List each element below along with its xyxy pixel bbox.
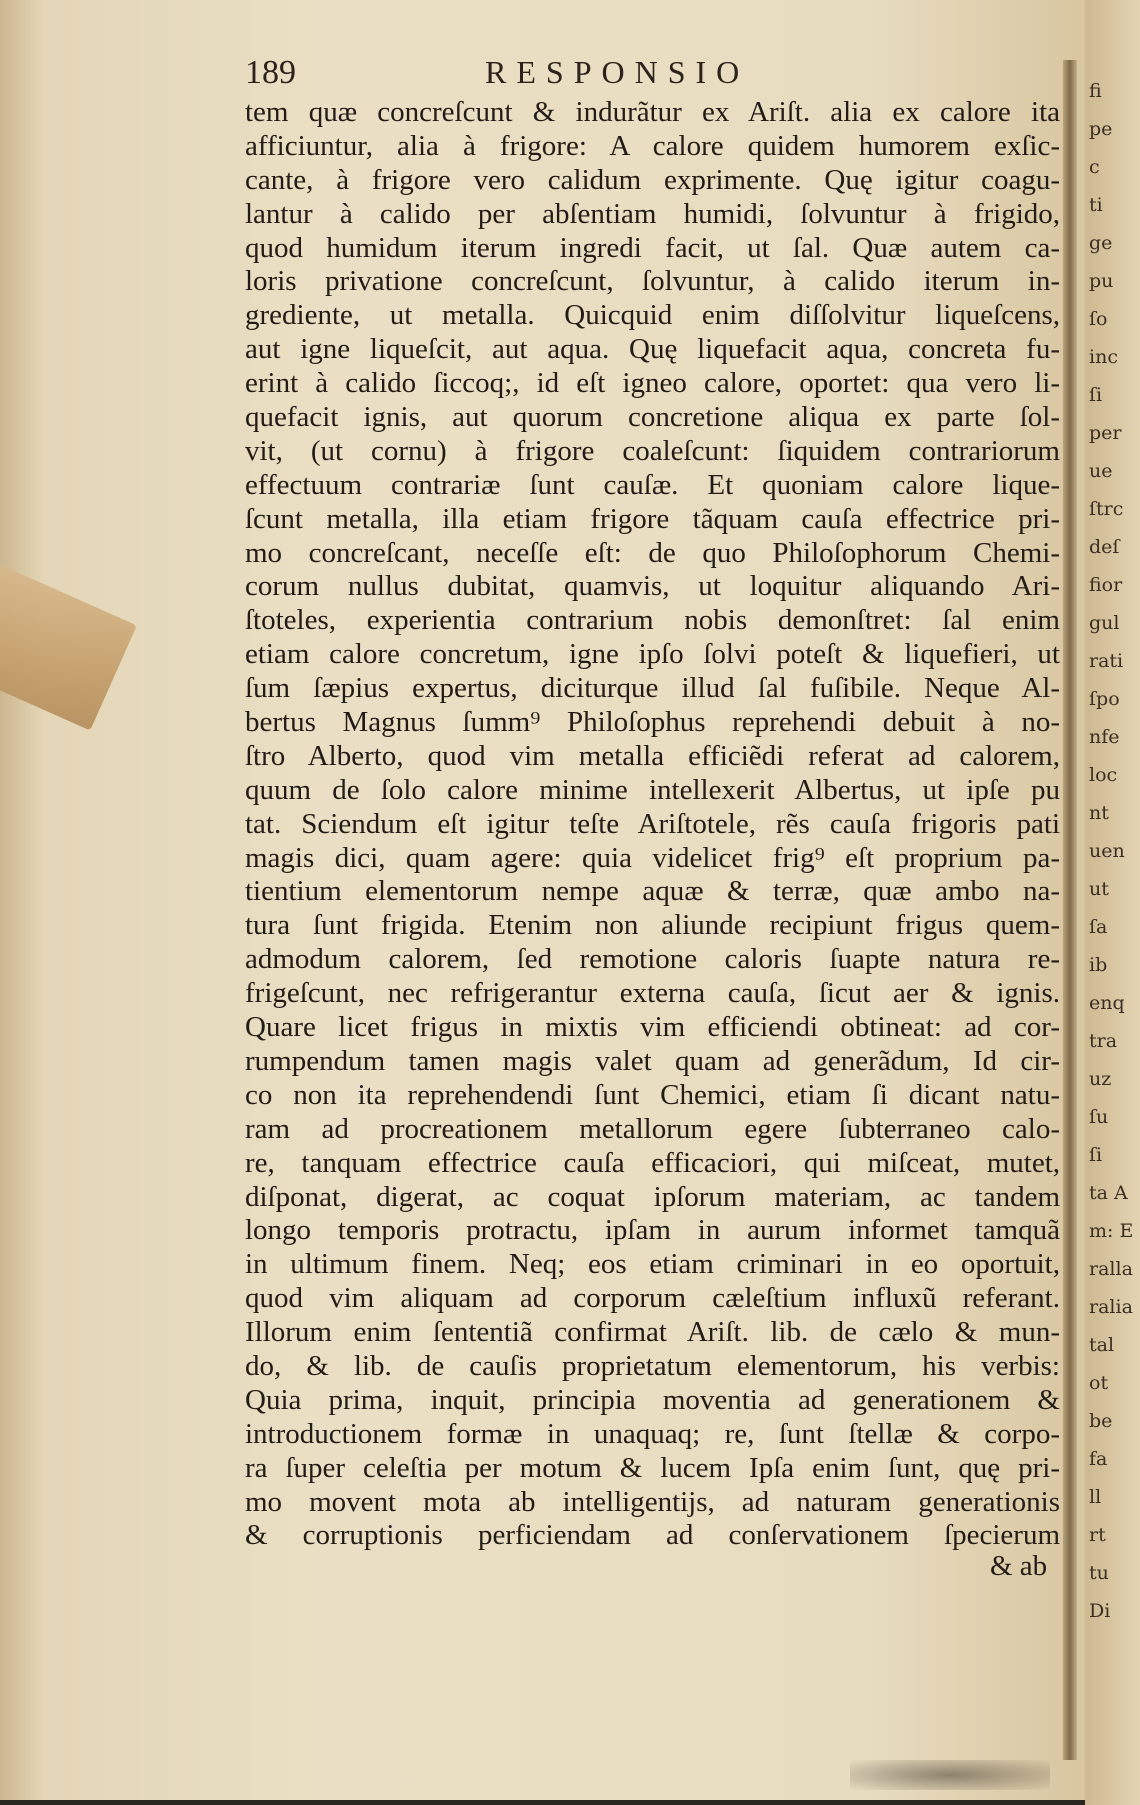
- facing-page-fragment: ti: [1089, 194, 1103, 216]
- text-line: quum de ſolo calore minime intellexerit Albertus, ut ipſe pu: [245, 773, 1060, 806]
- facing-page-fragment: gul: [1089, 612, 1120, 634]
- facing-page-fragment: nfe: [1089, 726, 1120, 748]
- text-line: effectuum contrariæ ſunt cauſæ. Et quoniam calore lique-: [245, 468, 1060, 501]
- facing-page-fragment: ſa: [1089, 916, 1108, 938]
- text-line: tem quæ concreſcunt & indurãtur ex Ariſt. alia ex calore ita: [245, 96, 1060, 128]
- catchword: & ab: [990, 1550, 1048, 1582]
- text-line: Quare licet frigus in mixtis vim efficiendi obtineat: ad cor-: [245, 1011, 1060, 1044]
- facing-page-fragment: pe: [1089, 118, 1113, 140]
- facing-page-fragment: ge: [1089, 232, 1113, 254]
- text-line: frigeſcunt, nec refrigerantur externa cauſa, ſicut aer & ignis.: [245, 977, 1060, 1010]
- text-line: admodum calorem, ſed remotione caloris ſuapte natura re-: [245, 943, 1060, 976]
- text-line: quod vim aliquam ad corporum cæleſtium influxũ referant.: [245, 1282, 1060, 1315]
- facing-page-fragment: ſu: [1089, 1106, 1109, 1128]
- text-line: ſtro Alberto, quod vim metalla efficiẽdi referat ad calorem,: [245, 739, 1060, 772]
- text-line: tat. Sciendum eſt igitur teſte Ariſtotele, rẽs cauſa frigoris pati: [245, 807, 1060, 840]
- facing-page-fragment: m: E: [1089, 1220, 1134, 1242]
- paper-bookmark-tab: [0, 564, 137, 730]
- text-line: ſtoteles, experientia contrarium nobis demonſtret: ſal enim: [245, 604, 1060, 637]
- text-line: longo temporis protractu, ipſam in aurum informet tamquã: [245, 1214, 1060, 1247]
- text-line: magis dici, quam agere: quia videlicet frig⁹ eſt proprium pa-: [245, 841, 1060, 874]
- page-stain: [850, 1760, 1050, 1790]
- text-line: grediente, ut metalla. Quicquid enim diſſolvitur liqueſcens,: [245, 299, 1060, 332]
- text-line: vit, (ut cornu) à frigore coaleſcunt: ſiquidem contrariorum: [245, 434, 1060, 467]
- facing-page-fragment: ſtrc: [1089, 498, 1124, 520]
- text-line: ra ſuper celeſtia per motum & lucem Ipſa enim ſunt, quę pri-: [245, 1451, 1060, 1484]
- text-line: quod humidum iterum ingredi facit, ut ſal. Quæ autem ca-: [245, 231, 1060, 264]
- text-line: etiam calore concretum, igne ipſo ſolvi poteſt & liquefieri, ut: [245, 638, 1060, 671]
- text-line: aut igne liqueſcit, aut aqua. Quę liquefacit aqua, concreta fu-: [245, 333, 1060, 366]
- book-gutter: [1063, 60, 1077, 1760]
- facing-page-fragment: tu: [1089, 1562, 1109, 1584]
- facing-page-fragment: ib: [1089, 954, 1108, 976]
- facing-page-fragment: ſi: [1089, 1144, 1103, 1166]
- facing-page-fragment: ſi: [1089, 384, 1103, 406]
- text-line: introductionem formæ in unaquaq; re, ſunt ſtellæ & corpo-: [245, 1417, 1060, 1450]
- text-line: mo movent mota ab intelligentijs, ad naturam generationis: [245, 1485, 1060, 1518]
- text-line: afficiuntur, alia à frigore: A calore quidem humorem exſic-: [245, 129, 1060, 162]
- facing-page-fragment: be: [1089, 1410, 1113, 1432]
- facing-page-fragment: deſ: [1089, 536, 1120, 558]
- facing-page-fragment: c: [1089, 156, 1100, 178]
- text-line: mo concreſcant, neceſſe eſt: de quo Philoſophorum Chemi-: [245, 536, 1060, 569]
- text-line: cante, à frigore vero calidum exprimente. Quę igitur coagu-: [245, 163, 1060, 196]
- text-line: Quia prima, inquit, principia moventia ad generationem &: [245, 1383, 1060, 1416]
- text-line: erint à calido ſiccoq;, id eſt igneo calore, oportet: qua vero li-: [245, 367, 1060, 400]
- text-line: lantur à calido per abſentiam humidi, ſolvuntur à frigido,: [245, 197, 1060, 230]
- facing-page-fragment: tra: [1089, 1030, 1118, 1052]
- facing-page-fragment: ralia: [1089, 1296, 1133, 1318]
- text-line: ſcunt metalla, illa etiam frigore tãquam cauſa effectrice pri-: [245, 502, 1060, 535]
- facing-page-fragment: ralla: [1089, 1258, 1133, 1280]
- text-line: tura ſunt frigida. Etenim non aliunde recipiunt frigus quem-: [245, 909, 1060, 942]
- facing-page-edge: [1085, 0, 1140, 1805]
- text-line: loris privatione concreſcunt, ſolvuntur, à calido iterum in-: [245, 265, 1060, 298]
- facing-page-fragment: inc: [1089, 346, 1118, 368]
- facing-page-fragment: Di: [1089, 1600, 1111, 1622]
- facing-page-fragment: rati: [1089, 650, 1124, 672]
- facing-page-fragment: fa: [1089, 1448, 1108, 1470]
- facing-page-fragment: uz: [1089, 1068, 1112, 1090]
- facing-page-fragment: per: [1089, 422, 1122, 444]
- facing-page-fragment: enq: [1089, 992, 1125, 1014]
- page-header: [245, 50, 1045, 100]
- text-line: do, & lib. de cauſis proprietatum elementorum, his verbis:: [245, 1349, 1060, 1382]
- text-line: bertus Magnus ſumm⁹ Philoſophus reprehendi debuit à no-: [245, 706, 1060, 739]
- facing-page-fragment: pu: [1089, 270, 1114, 292]
- text-line: co non ita reprehendendi ſunt Chemici, etiam ſi dicant natu-: [245, 1078, 1060, 1111]
- facing-page-fragment: ue: [1089, 460, 1113, 482]
- facing-page-fragment: tal: [1089, 1334, 1115, 1356]
- text-line: re, tanquam effectrice cauſa efficaciori, qui miſceat, mutet,: [245, 1146, 1060, 1179]
- facing-page-fragment: ll: [1089, 1486, 1102, 1508]
- facing-page-fragment: ot: [1089, 1372, 1109, 1394]
- text-line: ram ad procreationem metallorum egere ſubterraneo calo-: [245, 1112, 1060, 1145]
- text-line: in ultimum finem. Neq; eos etiam criminari in eo oportuit,: [245, 1248, 1060, 1281]
- text-line: corum nullus dubitat, quamvis, ut loquitur aliquando Ari-: [245, 570, 1060, 603]
- text-line: & corruptionis perficiendam ad conſervationem ſpecierum: [245, 1519, 1060, 1552]
- facing-page-fragment: uen: [1089, 840, 1125, 862]
- text-line: rumpendum tamen magis valet quam ad generãdum, Id cir-: [245, 1044, 1060, 1077]
- facing-page-fragment: ta A: [1089, 1182, 1128, 1204]
- body-text: [245, 96, 1060, 1553]
- facing-page-fragment: ut: [1089, 878, 1109, 900]
- text-line: tientium elementorum nempe aquæ & terræ, quæ ambo na-: [245, 875, 1060, 908]
- facing-page-fragment: fior: [1089, 574, 1123, 596]
- facing-page-fragment: rt: [1089, 1524, 1106, 1546]
- text-line: Illorum enim ſententiã confirmat Ariſt. lib. de cælo & mun-: [245, 1316, 1060, 1349]
- text-line: quefacit ignis, aut quorum concretione aliqua ex parte ſol-: [245, 401, 1060, 434]
- facing-page-fragment: fi: [1089, 80, 1102, 102]
- page-number: 189: [245, 54, 296, 91]
- text-line: diſponat, digerat, ac coquat ipſorum materiam, ac tandem: [245, 1180, 1060, 1213]
- running-head: RESPONSIO: [485, 54, 750, 90]
- facing-page-fragment: loc: [1089, 764, 1118, 786]
- facing-page-fragment: nt: [1089, 802, 1109, 824]
- text-line: ſum ſæpius expertus, diciturque illud ſal fuſibile. Neque Al-: [245, 672, 1060, 705]
- facing-page-fragment: ſpo: [1089, 688, 1120, 710]
- facing-page-fragment: ſo: [1089, 308, 1108, 330]
